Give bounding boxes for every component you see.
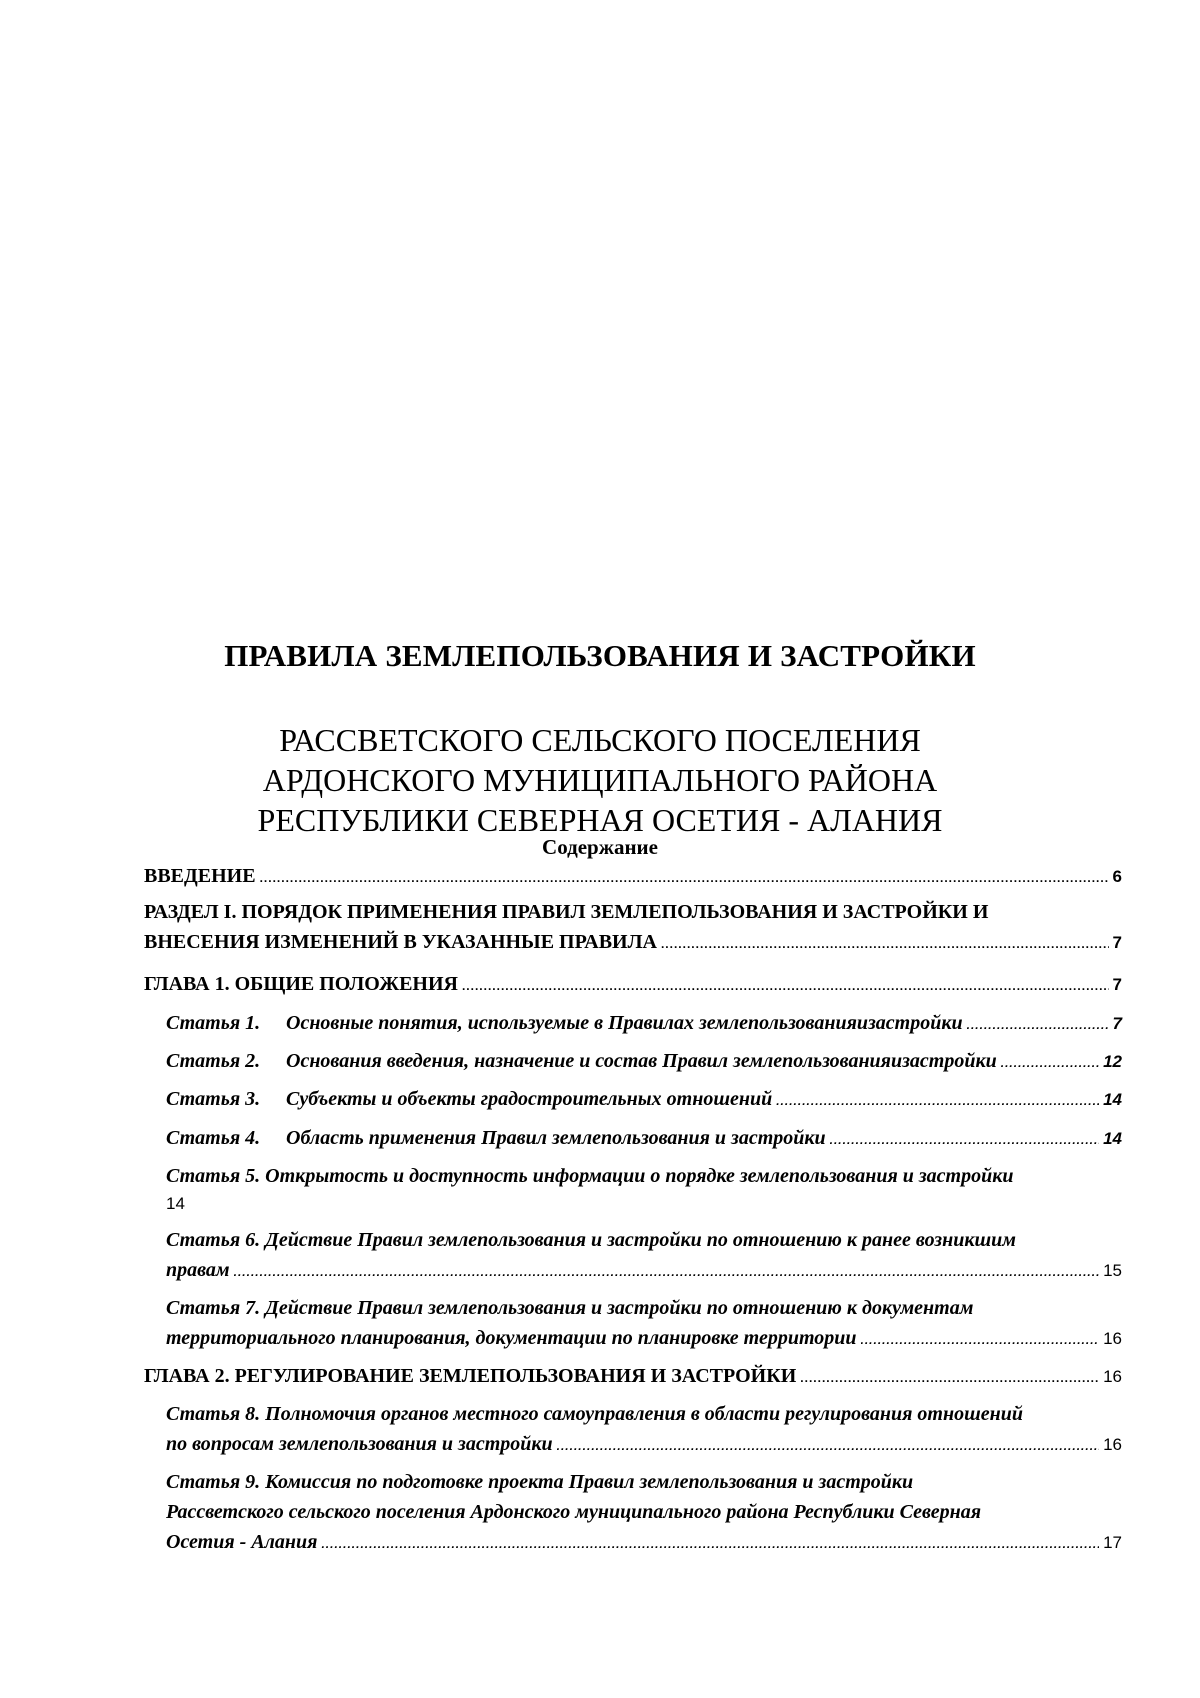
toc-page-number: 17 [1103, 1533, 1122, 1552]
toc-page-number: 12 [1103, 1052, 1122, 1071]
toc-entry-text: ВВЕДЕНИЕ [144, 865, 256, 887]
toc-entry-article-7[interactable] [166, 1293, 1122, 1355]
toc-entry-text: Статья 5. Открытость и доступность информации о порядке землепользования и застройки [166, 1165, 1014, 1187]
toc-entry-text: Субъекты и объекты градостроительных отношений [286, 1088, 773, 1110]
toc-entry-text-line-1: РАЗДЕЛ I. ПОРЯДОК ПРИМЕНЕНИЯ ПРАВИЛ ЗЕМЛЕПОЛЬЗОВАНИЯ И ЗАСТРОЙКИ И [144, 901, 989, 923]
toc-leader-dots [462, 971, 1109, 1001]
contents-heading: Содержание [542, 835, 658, 859]
toc-page-number: 16 [1103, 1329, 1122, 1348]
toc-entry-article-9[interactable] [166, 1467, 1122, 1559]
toc-leader-dots [557, 1431, 1099, 1461]
toc-article-number: Статья 1. [166, 1012, 261, 1034]
toc-leader-dots [800, 1363, 1099, 1393]
toc-entry-text-line-1: Статья 7. Действие Правил землепользования и застройки по отношению к документам [166, 1297, 974, 1319]
toc-entry-text: Область применения Правил землепользования и застройки [286, 1127, 826, 1149]
toc-leader-dots [321, 1529, 1099, 1559]
toc-leader-dots [776, 1086, 1099, 1116]
toc-leader-dots [967, 1010, 1109, 1040]
toc-entry-article-3[interactable] [166, 1084, 1122, 1116]
toc-entry-section-1[interactable] [144, 897, 1122, 959]
toc-entry-text-line-2: территориального планирования, документации по планировке территории [166, 1327, 857, 1349]
toc-entry-article-5[interactable] [166, 1161, 1122, 1217]
toc-article-number: Статья 2. [166, 1050, 261, 1072]
toc-entry-text-line-2: правам [166, 1259, 230, 1281]
toc-entry-text-line-1: Статья 9. Комиссия по подготовке проекта Правил землепользования и застройки [166, 1471, 914, 1493]
toc-entry-text-line-2: ВНЕСЕНИЯ ИЗМЕНЕНИЙ В УКАЗАННЫЕ ПРАВИЛА [144, 931, 657, 953]
toc-article-number: Статья 3. [166, 1088, 261, 1110]
toc-entry-article-1[interactable] [166, 1008, 1122, 1040]
toc-page-number: 15 [1103, 1261, 1122, 1280]
toc-page-number: 14 [1103, 1090, 1122, 1109]
toc-page-number: 14 [166, 1194, 185, 1213]
toc-entry-article-6[interactable] [166, 1225, 1122, 1287]
toc-entry-text-line-1: Статья 6. Действие Правил землепользования и застройки по отношению к ранее возникшим [166, 1229, 1016, 1251]
subtitle-line-3: РЕСПУБЛИКИ СЕВЕРНАЯ ОСЕТИЯ - АЛАНИЯ [257, 802, 943, 838]
toc-leader-dots [861, 1325, 1100, 1355]
subtitle-line-1: РАССВЕТСКОГО СЕЛЬСКОГО ПОСЕЛЕНИЯ [279, 722, 921, 758]
toc-page-number: 14 [1103, 1129, 1122, 1148]
toc-page-number: 16 [1103, 1435, 1122, 1454]
toc-article-number: Статья 4. [166, 1127, 261, 1149]
toc-entry-article-4[interactable] [166, 1123, 1122, 1155]
document-title: ПРАВИЛА ЗЕМЛЕПОЛЬЗОВАНИЯ И ЗАСТРОЙКИ [224, 638, 976, 673]
toc-entry-intro[interactable] [144, 861, 1122, 893]
toc-entry-article-2[interactable] [166, 1046, 1122, 1078]
toc-entry-chapter-1[interactable] [144, 969, 1122, 1001]
toc-entry-text: ГЛАВА 1. ОБЩИЕ ПОЛОЖЕНИЯ [144, 973, 458, 995]
toc-entry-text: ГЛАВА 2. РЕГУЛИРОВАНИЕ ЗЕМЛЕПОЛЬЗОВАНИЯ И ЗАСТРОЙКИ [144, 1365, 797, 1387]
toc-leader-dots [234, 1257, 1099, 1287]
toc-page-number: 6 [1112, 867, 1122, 886]
toc-entry-text-line-3: Осетия - Алания [166, 1531, 318, 1553]
toc-leader-dots [1001, 1048, 1099, 1078]
subtitle-line-2: АРДОНСКОГО МУНИЦИПАЛЬНОГО РАЙОНА [262, 762, 938, 798]
toc-page-number: 7 [1112, 933, 1122, 952]
toc-leader-dots [830, 1125, 1099, 1155]
toc-leader-dots [661, 929, 1109, 959]
toc-entry-text: Основания введения, назначение и состав Правил землепользованияизастройки [286, 1050, 997, 1072]
toc-entry-article-8[interactable] [166, 1399, 1122, 1461]
toc-entry-text-line-2: по вопросам землепользования и застройки [166, 1433, 553, 1455]
toc-page-number: 16 [1103, 1367, 1122, 1386]
toc-entry-chapter-2[interactable] [144, 1361, 1122, 1393]
toc-entry-text-line-2: Рассветского сельского поселения Ардонского муниципального района Республики Северная [166, 1501, 981, 1523]
toc-entry-text: Основные понятия, используемые в Правилах землепользованияизастройки [286, 1012, 963, 1034]
toc-page-number: 7 [1112, 1014, 1122, 1033]
toc-entry-text-line-1: Статья 8. Полномочия органов местного самоуправления в области регулирования отношений [166, 1403, 1023, 1425]
toc-leader-dots [260, 863, 1109, 893]
toc-page-number: 7 [1112, 975, 1122, 994]
